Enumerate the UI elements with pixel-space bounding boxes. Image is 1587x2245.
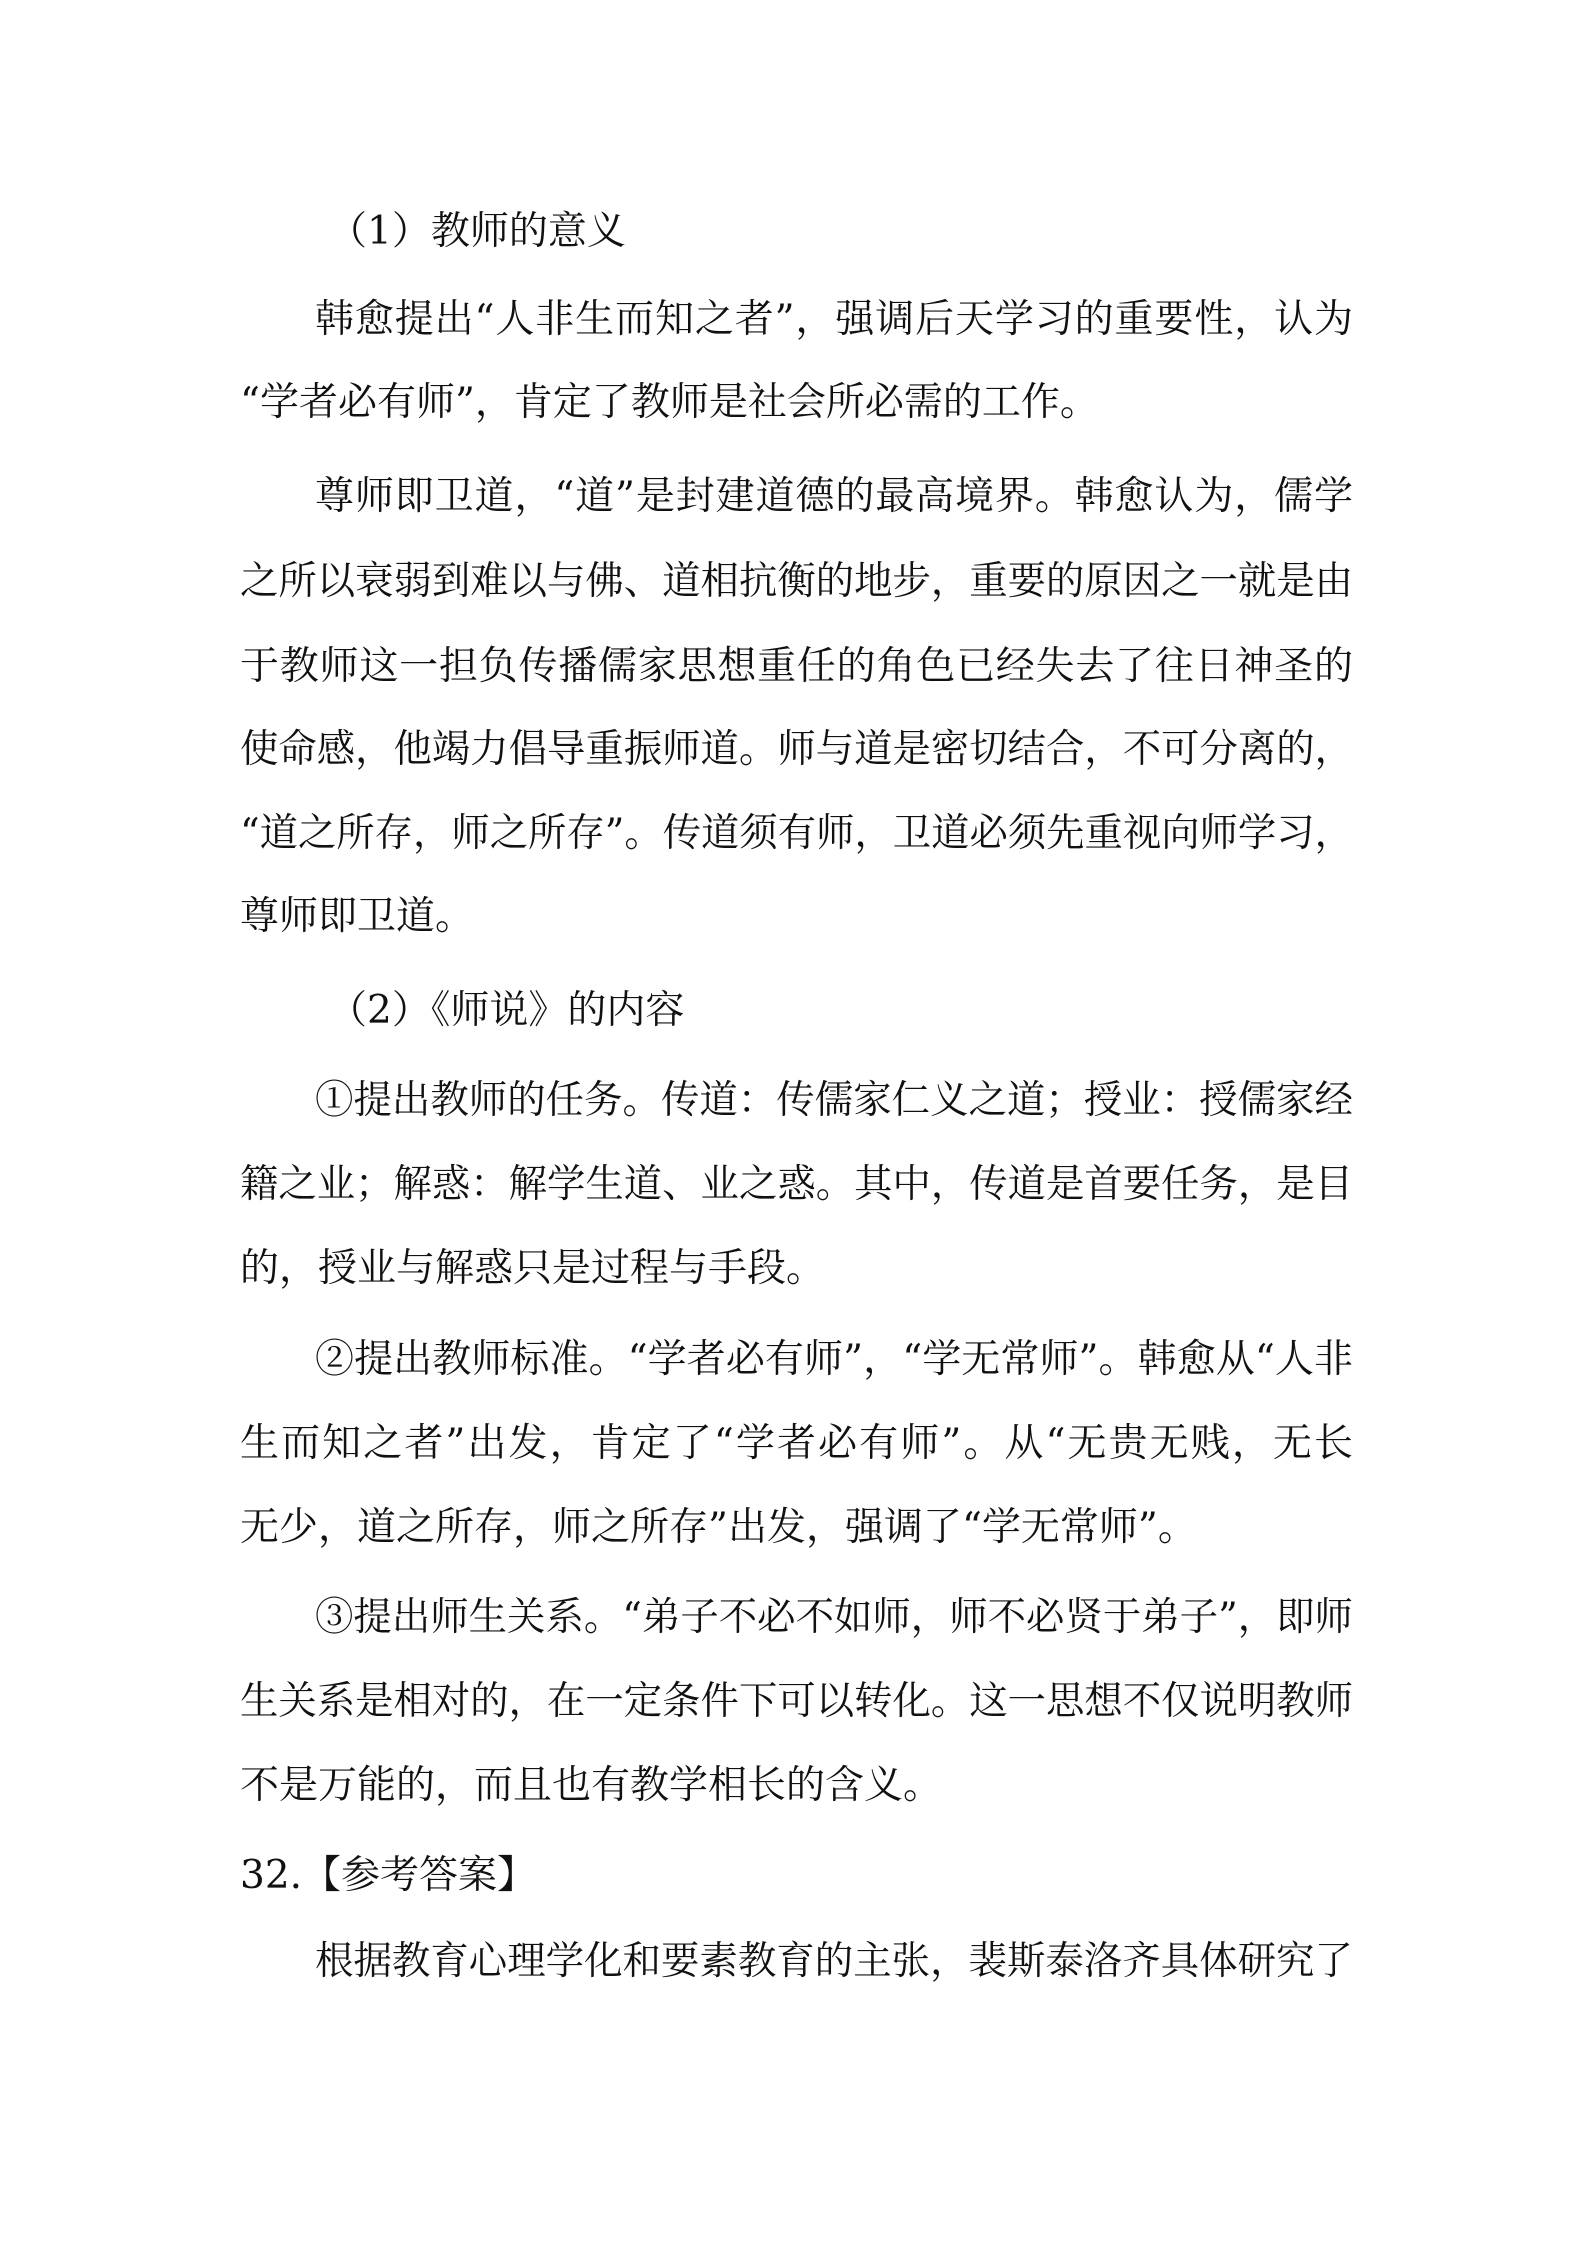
list-item-line: 生而知之者”出发，肯定了“学者必有师”。从“无贵无贱，无长 [240,1421,1356,1466]
list-item-line: ①提出教师的任务。传道：传儒家仁义之道；授业：授儒家经 [315,1078,1353,1123]
paragraph-line: “道之所存，师之所存”。传道须有师，卫道必须先重视向师学习， [240,811,1353,856]
paragraph-line: 韩愈提出“人非生而知之者”，强调后天学习的重要性，认为 [315,297,1354,342]
paragraph-line: 根据教育心理学化和要素教育的主张，裴斯泰洛齐具体研究了 [315,1939,1353,1984]
paragraph-line: 使命感，他竭力倡导重振师道。师与道是密切结合，不可分离的， [240,727,1354,772]
paragraph-line: 于教师这一担负传播儒家思想重任的角色已经失去了往日神圣的 [240,644,1354,689]
paragraph-line: “学者必有师”，肯定了教师是社会所必需的工作。 [240,380,1099,425]
list-item-line: ②提出教师标准。“学者必有师”，“学无常师”。韩愈从“人非 [315,1337,1354,1382]
list-item-line: ③提出师生关系。“弟子不必不如师，师不必贤于弟子”，即师 [315,1595,1353,1640]
list-item-line: 的，授业与解惑只是过程与手段。 [240,1246,826,1291]
answer-label: 32.【参考答案】 [240,1853,537,1898]
paragraph-line: 尊师即卫道。 [240,894,475,939]
section-heading-2: （2）《师说》的内容 [328,988,685,1033]
section-heading-1: （1）教师的意义 [328,209,626,254]
list-item-line: 籍之业；解惑：解学生道、业之惑。其中，传道是首要任务，是目 [240,1162,1354,1207]
list-item-line: 不是万能的，而且也有教学相长的含义。 [240,1763,943,1808]
list-item-line: 生关系是相对的，在一定条件下可以转化。这一思想不仅说明教师 [240,1679,1354,1724]
list-item-line: 无少，道之所存，师之所存”出发，强调了“学无常师”。 [240,1505,1197,1550]
paragraph-line: 之所以衰弱到难以与佛、道相抗衡的地步，重要的原因之一就是由 [240,559,1354,604]
paragraph-line: 尊师即卫道，“道”是封建道德的最高境界。韩愈认为，儒学 [315,474,1354,519]
